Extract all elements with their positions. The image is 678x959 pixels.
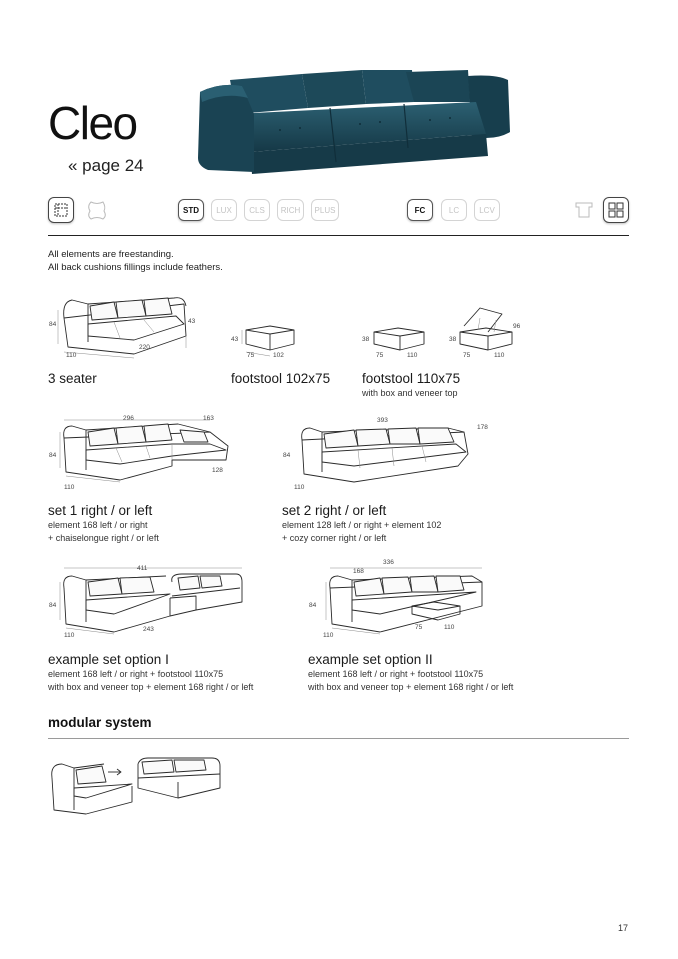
product-footstool-102-title: footstool 102x75 — [231, 371, 331, 386]
dim-ex1-h: 84 — [49, 602, 57, 609]
modular-system-drawing — [48, 758, 228, 818]
dim-set2-d: 110 — [294, 484, 305, 491]
product-set1-desc1: element 168 left / or right — [48, 520, 148, 530]
dim-3seater-d: 110 — [66, 352, 77, 359]
layout-grid-icon — [603, 197, 629, 223]
dim-fs102-h: 43 — [231, 336, 239, 343]
dim-ex2-w: 336 — [383, 559, 394, 566]
dim-fs110-h1: 38 — [362, 336, 370, 343]
dim-fs110-d2: 75 — [463, 352, 471, 359]
dim-fs102-d: 75 — [247, 352, 255, 359]
cover-icon — [571, 197, 597, 223]
product-example2-title: example set option II — [308, 652, 433, 667]
dim-ex2-f2: 110 — [444, 624, 455, 631]
product-set2-desc2: + cozy corner right / or left — [282, 533, 387, 543]
dim-ex2-f1: 75 — [415, 624, 423, 631]
product-three-seater-title: 3 seater — [48, 371, 97, 386]
set2-drawing — [298, 424, 478, 486]
footstool-110-open-drawing — [458, 304, 521, 354]
note-feathers: All back cushions fillings include feathers. — [48, 262, 223, 273]
product-set2-desc1: element 128 left / or right + element 102 — [282, 520, 442, 530]
product-example1-desc2: with box and veneer top + element 168 right / or left — [48, 682, 254, 692]
header-divider — [48, 235, 629, 236]
dim-ex1-w2: 243 — [143, 626, 154, 633]
dim-set1-c: 128 — [212, 467, 223, 474]
dim-3seater-w: 220 — [139, 344, 150, 351]
badge-lux: LUX — [211, 199, 237, 221]
dim-fs110-d1: 75 — [376, 352, 384, 359]
dim-fs102-w: 102 — [273, 352, 284, 359]
page-number: 17 — [618, 923, 629, 933]
footstool-110-closed-drawing — [372, 326, 427, 354]
dim-set2-w: 393 — [377, 417, 388, 424]
product-set2-title: set 2 right / or left — [282, 503, 387, 518]
product-set1-desc2: + chaiselongue right / or left — [48, 533, 159, 543]
modular-divider — [48, 738, 629, 739]
badge-cls: CLS — [244, 199, 270, 221]
badge-lc: LC — [441, 199, 467, 221]
badge-plus: PLUS — [311, 199, 339, 221]
badge-std: STD — [178, 199, 204, 221]
badge-lcv: LCV — [474, 199, 500, 221]
dim-set1-w2: 163 — [203, 415, 214, 422]
dim-set1-h: 84 — [49, 452, 57, 459]
footstool-102-drawing — [242, 322, 297, 352]
badge-rich: RICH — [277, 199, 304, 221]
dim-fs110-w1: 110 — [407, 352, 418, 359]
page-reference-link[interactable]: « page 24 — [68, 156, 144, 175]
dim-set1-d: 110 — [64, 484, 75, 491]
three-seater-drawing — [58, 292, 203, 357]
dim-ex1-d: 110 — [64, 632, 75, 639]
dim-3seater-a: 43 — [188, 318, 196, 325]
modular-system-heading: modular system — [48, 715, 152, 730]
modular-icon — [48, 197, 74, 223]
dim-set2-c: 178 — [477, 424, 488, 431]
product-example2-desc1: element 168 left / or right + footstool 110x75 — [308, 669, 484, 679]
example-set-1-drawing — [60, 572, 245, 634]
product-example2-desc2: with box and veneer top + element 168 right / or left — [308, 682, 514, 692]
hero-sofa-image — [190, 62, 520, 177]
product-example1-title: example set option I — [48, 652, 169, 667]
badge-fc: FC — [407, 199, 433, 221]
dim-set2-h: 84 — [283, 452, 291, 459]
product-example1-desc1: element 168 left / or right + footstool 110x75 — [48, 669, 224, 679]
dim-ex2-h: 84 — [309, 602, 317, 609]
dim-set1-w: 296 — [123, 415, 134, 422]
dim-fs110-w2: 110 — [494, 352, 505, 359]
example-set-2-drawing — [326, 572, 491, 634]
product-footstool-110-desc: with box and veneer top — [362, 388, 458, 398]
dim-fs110-h2: 38 — [449, 336, 457, 343]
set1-drawing — [60, 420, 235, 485]
leather-hide-icon — [84, 197, 110, 223]
product-set1-title: set 1 right / or left — [48, 503, 153, 518]
dim-fs110-top: 96 — [513, 323, 521, 330]
product-footstool-110-title: footstool 110x75 — [362, 371, 461, 386]
page-title: Cleo — [48, 97, 137, 149]
note-freestanding: All elements are freestanding. — [48, 249, 174, 260]
dim-ex2-w2: 168 — [353, 568, 364, 575]
dim-3seater-h: 84 — [49, 321, 57, 328]
dim-ex2-d: 110 — [323, 632, 334, 639]
dim-ex1-w: 411 — [137, 565, 148, 572]
